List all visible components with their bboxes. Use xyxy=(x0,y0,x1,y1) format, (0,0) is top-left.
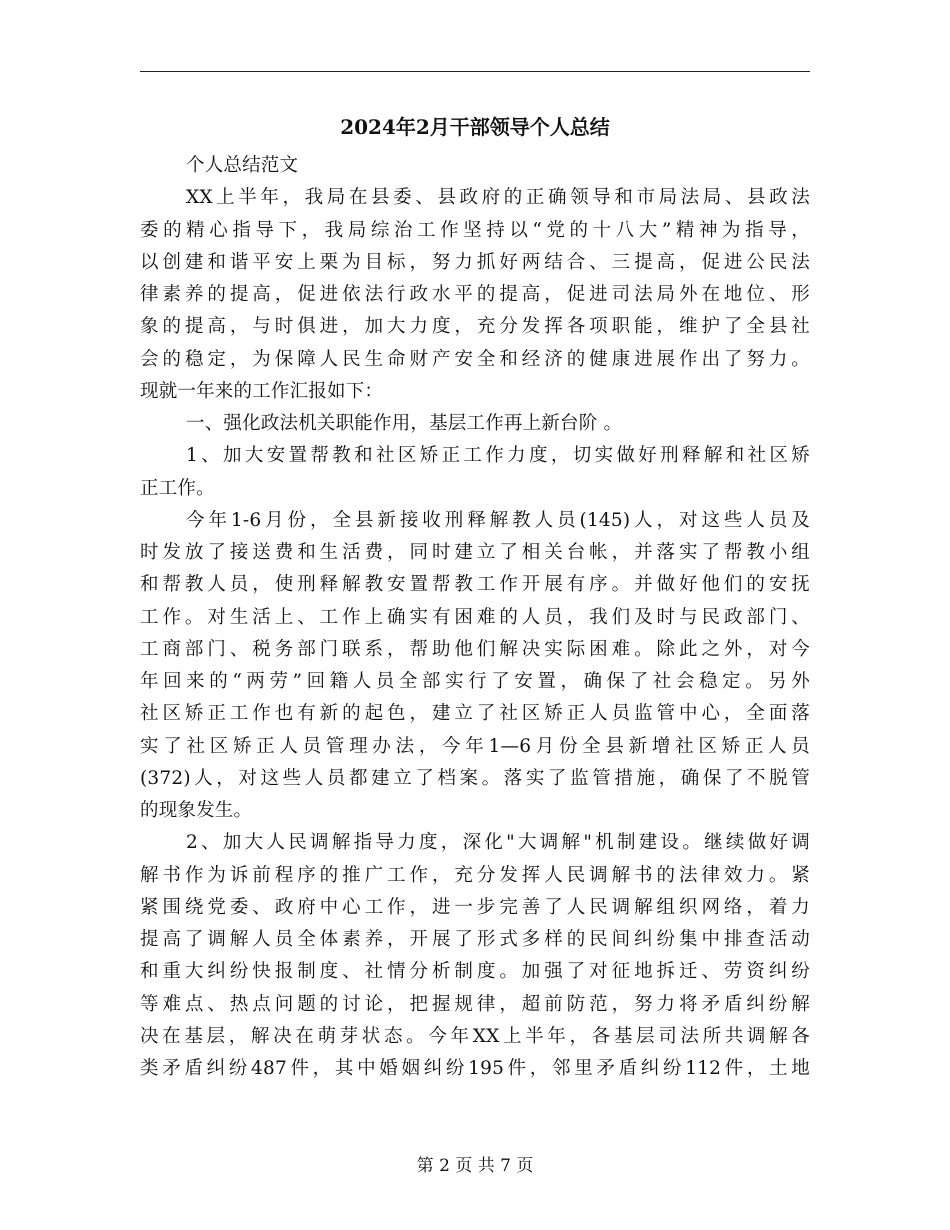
body-line: 和重大纠纷快报制度、社情分析制度。加强了对征地拆迁、劳资纠纷 xyxy=(140,961,810,983)
body-line: 会的稳定，为保障人民生命财产安全和经济的健康进展作出了努力。 xyxy=(140,348,810,370)
body-line: 紧围绕党委、政府中心工作，进一步完善了人民调解组织网络，着力 xyxy=(140,896,810,918)
document-title: 2024年2月干部领导个人总结 xyxy=(340,115,610,139)
body-line: 时发放了接送费和生活费，同时建立了相关台帐，并落实了帮教小组 xyxy=(140,542,810,563)
body-line: 工作。对生活上、工作上确实有困难的人员，我们及时与民政部门、 xyxy=(140,606,810,628)
body-line: 提高了调解人员全体素养，开展了形式多样的民间纠纷集中排查活动 xyxy=(140,929,810,950)
body-line: 和帮教人员，使刑释解教安置帮教工作开展有序。并做好他们的安抚 xyxy=(140,574,810,596)
subsection-heading: 正工作。 xyxy=(140,477,215,499)
body-line: 的现象发生。 xyxy=(140,800,253,821)
body-line: 工商部门、税务部门联系，帮助他们解决实际困难。除此之外，对今 xyxy=(140,638,810,660)
body-line: 象的提高，与时俱进，加大力度，充分发挥各项职能，维护了全县社 xyxy=(140,316,810,338)
document-body xyxy=(140,150,810,1085)
body-line: XX上半年，我局在县委、县政府的正确领导和市局法局、县政法 xyxy=(186,187,810,209)
section-heading: 一、强化政法机关职能作用，基层工作再上新台阶 。 xyxy=(186,413,623,434)
body-line: 等难点、热点问题的讨论，把握规律，超前防范，努力将矛盾纠纷解 xyxy=(140,993,810,1015)
body-line: 决在基层，解决在萌芽状态。今年XX上半年，各基层司法所共调解各 xyxy=(140,1025,810,1047)
body-line: 现就一年来的工作汇报如下： xyxy=(140,380,384,402)
body-line: 年回来的“两劳”回籍人员全部实行了安置，确保了社会稳定。另外 xyxy=(140,671,810,692)
subsection-heading: 2、加大人民调解指导力度，深化"大调解"机制建设。继续做好调 xyxy=(186,832,810,854)
body-line: 以创建和谐平安上栗为目标，努力抓好两结合、三提高，促进公民法 xyxy=(140,251,810,273)
subsection-heading: 1、加大安置帮教和社区矫正工作力度，切实做好刑释解和社区矫 xyxy=(186,445,810,467)
page-number-footer: 第 2 页 共 7 页 xyxy=(416,1156,534,1176)
body-line: 委的精心指导下，我局综治工作坚持以“党的十八大”精神为指导， xyxy=(140,219,810,241)
body-line: 律素养的提高，促进依法行政水平的提高，促进司法局外在地位、形 xyxy=(140,284,810,305)
header-rule xyxy=(140,71,810,72)
subtitle-line: 个人总结范文 xyxy=(186,155,299,176)
body-line: 今年1-6月份，全县新接收刑释解教人员(145)人，对这些人员及 xyxy=(186,509,810,531)
body-line: (372)人，对这些人员都建立了档案。落实了监管措施，确保了不脱管 xyxy=(140,767,810,789)
body-line: 社区矫正工作也有新的起色，建立了社区矫正人员监管中心，全面落 xyxy=(140,703,810,725)
body-line: 实了社区矫正人员管理办法，今年1—6月份全县新增社区矫正人员 xyxy=(140,735,810,757)
body-line: 类矛盾纠纷487件，其中婚姻纠纷195件，邻里矛盾纠纷112件，土地 xyxy=(140,1058,810,1079)
body-line: 解书作为诉前程序的推广工作，充分发挥人民调解书的法律效力。紧 xyxy=(140,864,810,886)
